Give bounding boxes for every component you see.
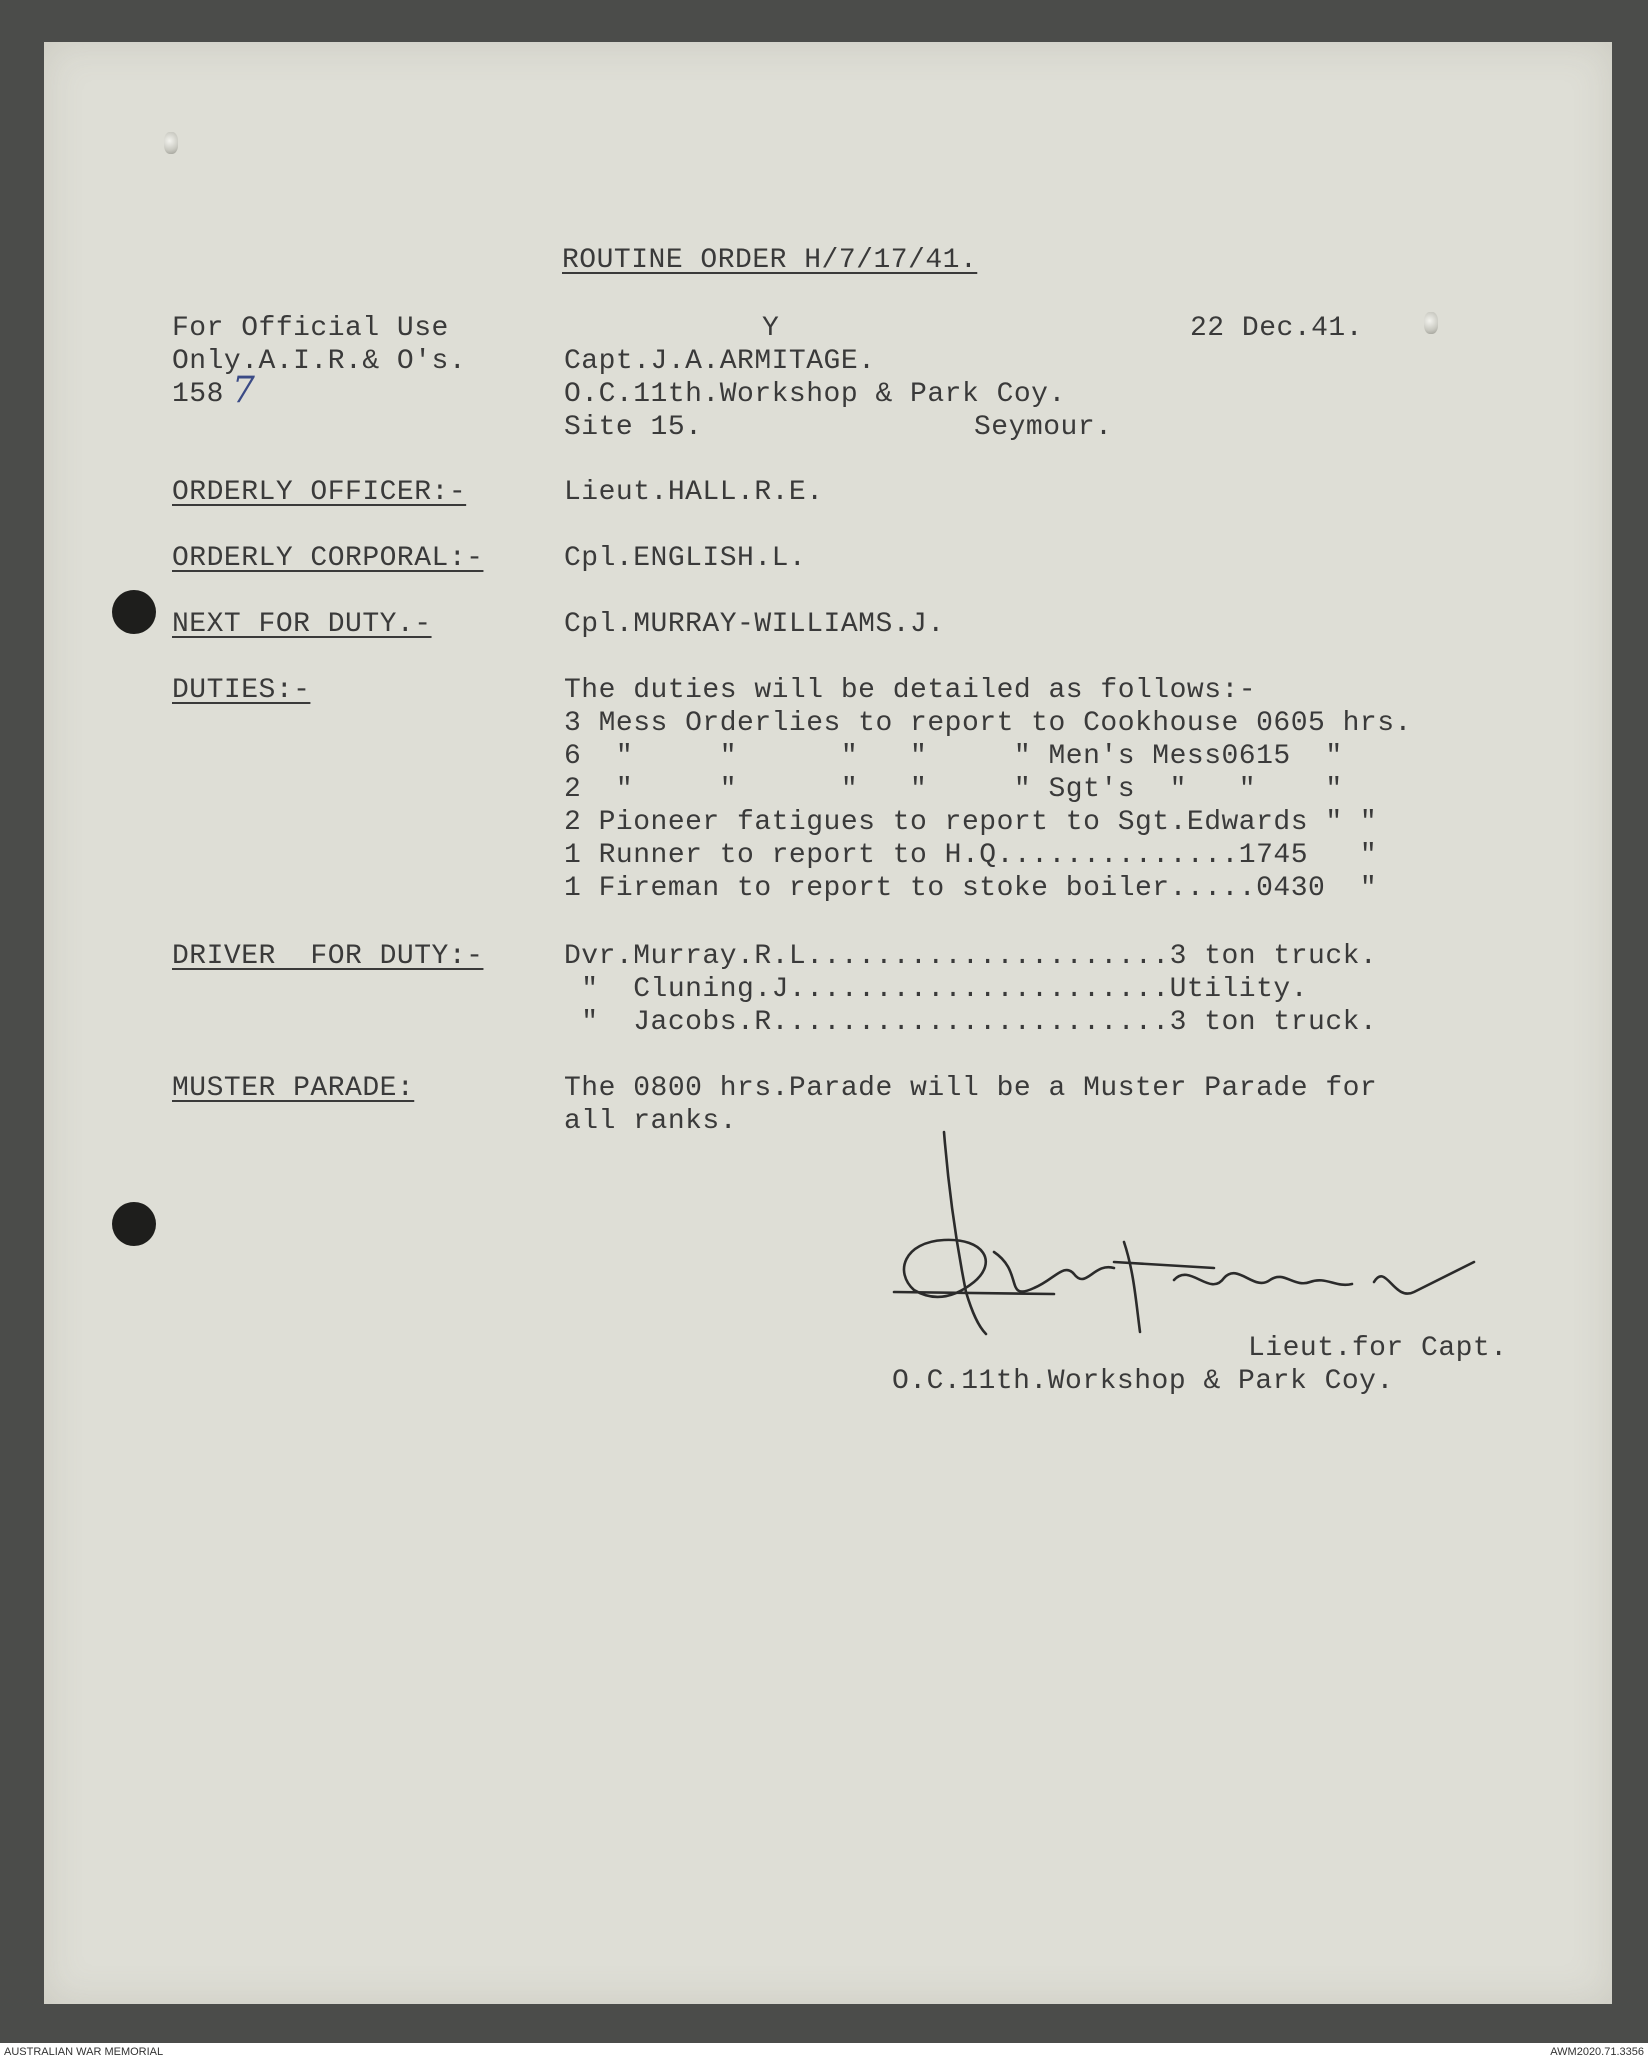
muster-parade-label: MUSTER PARADE: (172, 1073, 415, 1104)
orderly-corporal-value: Cpl.ENGLISH.L. (564, 543, 807, 574)
duties-line: 2 Pioneer fatigues to report to Sgt.Edwards " " (564, 807, 1378, 838)
duties-label: DUTIES:- (172, 675, 311, 706)
issuer-line-2: O.C.11th.Workshop & Park Coy. (564, 379, 1066, 410)
classification-line-1: For Official Use (172, 313, 449, 344)
driver-line: " Jacobs.R.......................3 ton truck. (564, 1007, 1378, 1038)
next-for-duty-label: NEXT FOR DUTY.- (172, 609, 432, 640)
issuer-location: Seymour. (974, 412, 1113, 443)
orderly-officer-label: ORDERLY OFFICER:- (172, 477, 467, 508)
punch-hole (112, 590, 156, 634)
duties-line: 3 Mess Orderlies to report to Cookhouse 0605 hrs. (564, 708, 1412, 739)
driver-for-duty-label: DRIVER FOR DUTY:- (172, 941, 484, 972)
handwritten-reference: 7 (232, 370, 255, 411)
sign-off-line-1: Lieut.for Capt. (1248, 1333, 1508, 1364)
orderly-corporal-label: ORDERLY CORPORAL:- (172, 543, 484, 574)
punch-hole (112, 1202, 156, 1246)
issuer-site: Site 15. (564, 412, 703, 443)
duties-line: 1 Fireman to report to stoke boiler.....0430 " (564, 873, 1378, 904)
classification-line-3: 158 (172, 379, 224, 410)
duties-line: 6 " " " " " Men's Mess0615 " (564, 741, 1343, 772)
orderly-officer-value: Lieut.HALL.R.E. (564, 477, 824, 508)
archive-footer (0, 2043, 1648, 2061)
document-date: 22 Dec.41. (1190, 313, 1364, 344)
author-line: Y (762, 313, 780, 344)
issuer-line-1: Capt.J.A.ARMITAGE. (564, 346, 876, 377)
document-title: ROUTINE ORDER H/7/17/41. (562, 245, 978, 276)
duties-line: 2 " " " " " Sgt's " " " (564, 774, 1343, 805)
duties-line: 1 Runner to report to H.Q..............1745 " (564, 840, 1378, 871)
signature (874, 1112, 1514, 1352)
next-for-duty-value: Cpl.MURRAY-WILLIAMS.J. (564, 609, 945, 640)
archive-name: AUSTRALIAN WAR MEMORIAL (4, 2046, 164, 2058)
archive-reference: AWM2020.71.3356 (1550, 2046, 1644, 2058)
muster-parade-line: all ranks. (564, 1106, 738, 1137)
driver-line: Dvr.Murray.R.L.....................3 ton truck. (564, 941, 1378, 972)
staple-mark (164, 132, 178, 154)
muster-parade-line: The 0800 hrs.Parade will be a Muster Parade for (564, 1073, 1378, 1104)
sign-off-line-2: O.C.11th.Workshop & Park Coy. (892, 1366, 1394, 1397)
classification-line-2: Only.A.I.R.& O's. (172, 346, 467, 377)
document-page (44, 42, 1612, 2004)
driver-line: " Cluning.J......................Utility. (564, 974, 1309, 1005)
duties-line: The duties will be detailed as follows:- (564, 675, 1257, 706)
staple-mark (1424, 312, 1438, 334)
